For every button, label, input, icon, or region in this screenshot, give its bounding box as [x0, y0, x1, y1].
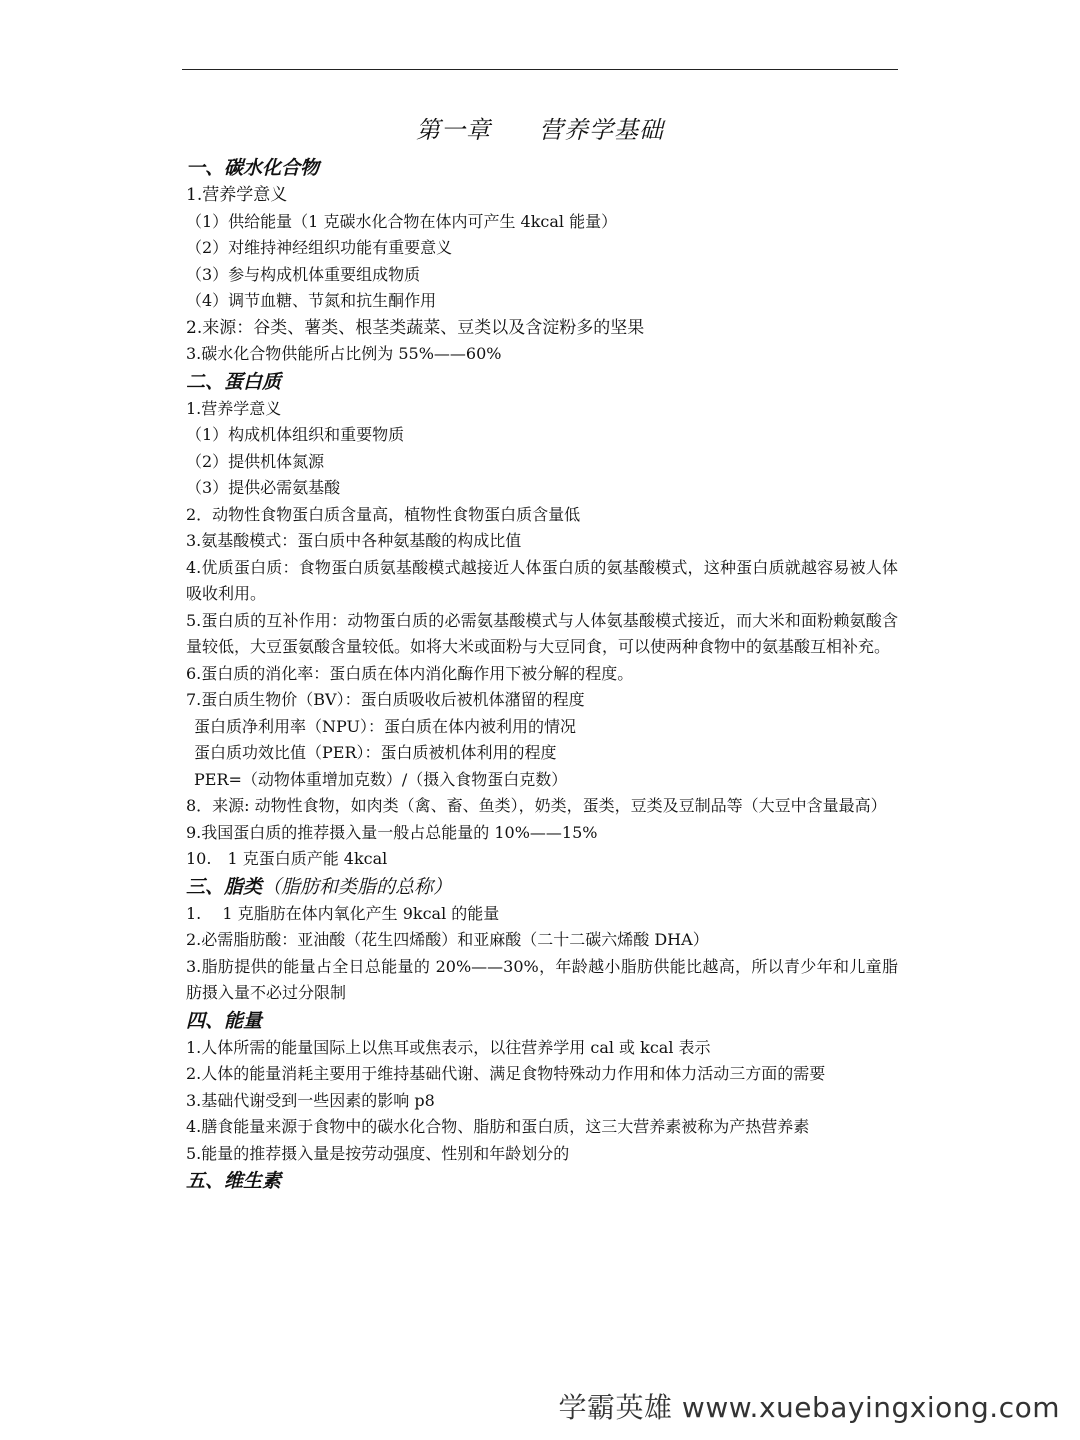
text-line: （4）调节血糖、节氮和抗生酮作用 [186, 291, 437, 310]
text-line: 2．动物性食物蛋白质含量高，植物性食物蛋白质含量低 [186, 504, 581, 524]
text-line: 3.脂肪提供的能量占全日总能量的 20%——30%，年龄越小脂肪供能比越高，所以青少年和儿童脂肪摄入量不必过分限制 [186, 956, 898, 1002]
text-line: PER=（动物体重增加克数）/（摄入食物蛋白克数） [194, 769, 568, 789]
section-heading-text: 三、脂类 [186, 875, 263, 898]
text-line: 1. 1 克脂肪在体内氧化产生 9kcal 的能量 [186, 903, 500, 923]
text-line: 10. 1 克蛋白质产能 4kcal [186, 849, 388, 868]
text-line: 蛋白质净利用率（NPU）：蛋白质在体内被利用的情况 [194, 716, 576, 736]
text-line: 2.人体的能量消耗主要用于维持基础代谢、满足食物特殊动力作用和体力活动三方面的需要 [186, 1064, 826, 1083]
text-line: 3.基础代谢受到一些因素的影响 p8 [186, 1090, 435, 1110]
section-heading-note: （脂肪和类脂的总称） [262, 875, 453, 898]
section-heading [186, 1007, 898, 1035]
section-heading-text: 一、碳水化合物 [186, 157, 320, 179]
text-line: 6.蛋白质的消化率：蛋白质在体内消化酶作用下被分解的程度。 [186, 663, 634, 683]
section-heading [186, 1167, 898, 1195]
text-line: 8．来源: 动物性食物，如肉类（禽、畜、鱼类），奶类，蛋类，豆类及豆制品等（大豆中含量最高） [186, 796, 887, 815]
chapter-label: 第一章 [416, 116, 491, 144]
text-line: （3）提供必需氨基酸 [186, 478, 341, 497]
text-line: 1.人体所需的能量国际上以焦耳或焦表示，以往营养学用 cal 或 kcal 表示 [186, 1037, 711, 1057]
section-heading-text: 四、能量 [186, 1009, 263, 1032]
chapter-title [0, 110, 1080, 145]
text-line: 7.蛋白质生物价（BV）：蛋白质吸收后被机体潴留的程度 [186, 690, 585, 709]
section-heading-text: 五、维生素 [186, 1170, 282, 1192]
section-heading-text: 二、蛋白质 [186, 370, 282, 393]
text-line: 9.我国蛋白质的推荐摄入量一般占总能量的 10%——15% [186, 822, 598, 842]
text-line: 4.优质蛋白质：食物蛋白质氨基酸模式越接近人体蛋白质的氨基酸模式，这种蛋白质就越容易被人体吸收利用。 [186, 557, 898, 603]
section-heading [186, 873, 898, 901]
text-line: （1）构成机体组织和重要物质 [186, 425, 405, 444]
text-line: （3）参与构成机体重要组成物质 [186, 264, 421, 284]
watermark: 学霸英雄 www.xuebayingxiong.com [558, 1391, 1060, 1424]
section-heading [186, 368, 898, 396]
document-body [186, 154, 898, 1195]
section-heading [186, 154, 898, 182]
text-line: 5.能量的推荐摄入量是按劳动强度、性别和年龄划分的 [186, 1143, 570, 1163]
text-line: 蛋白质功效比值（PER）：蛋白质被机体利用的程度 [194, 743, 557, 762]
text-line: 5.蛋白质的互补作用：动物蛋白质的必需氨基酸模式与人体氨基酸模式接近，而大米和面粉赖氨酸含量较低，大豆蛋氨酸含量较低。如将大米或面粉与大豆同食，可以使两种食物中的氨基酸互相补充。 [186, 610, 898, 656]
text-line: 1.营养学意义 [186, 398, 282, 418]
text-line: （1）供给能量（1 克碳水化合物在体内可产生 4kcal 能量） [186, 211, 618, 231]
text-line: （2）提供机体氮源 [186, 451, 325, 471]
chapter-name: 营养学基础 [539, 116, 664, 144]
text-line: 4.膳食能量来源于食物中的碳水化合物、脂肪和蛋白质，这三大营养素被称为产热营养素 [186, 1117, 810, 1136]
text-line: （2）对维持神经组织功能有重要意义 [186, 238, 453, 257]
text-line: 1.营养学意义 [186, 185, 288, 205]
text-line: 3.氨基酸模式：蛋白质中各种氨基酸的构成比值 [186, 531, 522, 550]
text-line: 2.来源：谷类、薯类、根茎类蔬菜、豆类以及含淀粉多的坚果 [186, 317, 645, 338]
text-line: 2.必需脂肪酸：亚油酸（花生四烯酸）和亚麻酸（二十二碳六烯酸 DHA） [186, 930, 709, 949]
header-rule [182, 69, 898, 70]
text-line: 3.碳水化合物供能所占比例为 55%——60% [186, 344, 502, 363]
